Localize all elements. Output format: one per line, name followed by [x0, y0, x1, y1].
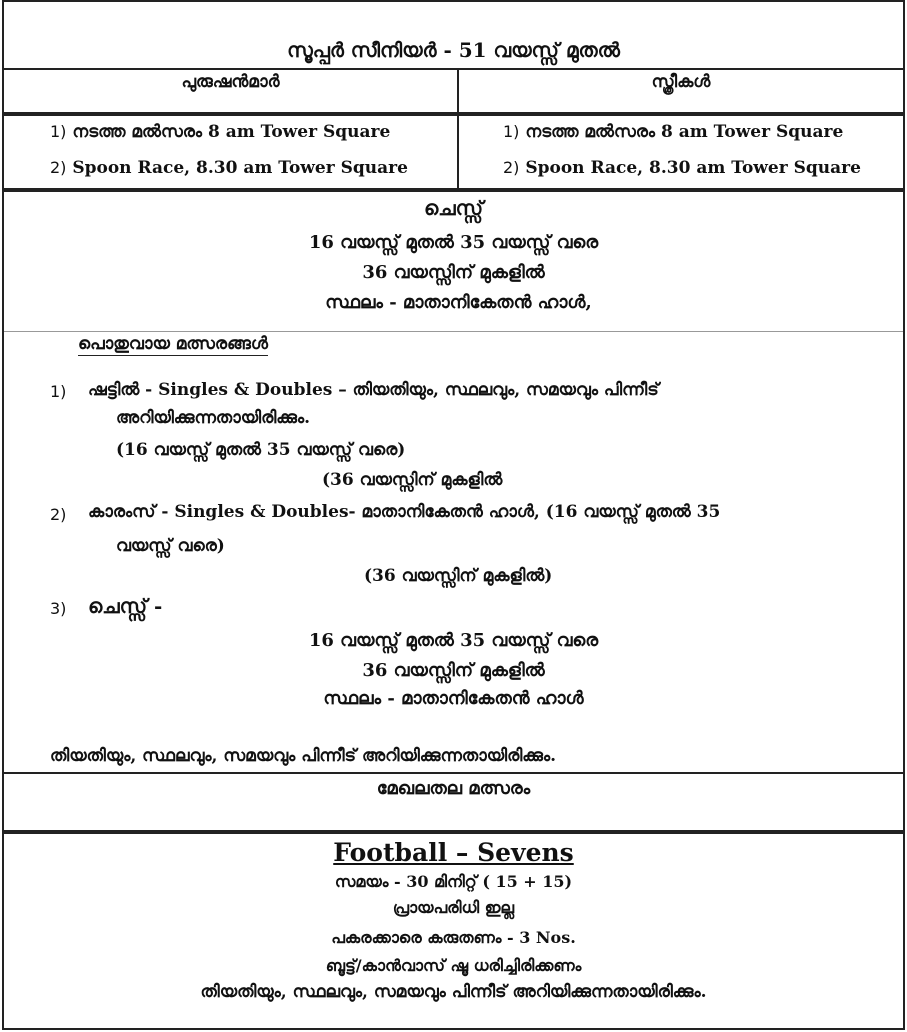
football-title: Football – Sevens — [333, 838, 574, 867]
women-header-cell — [457, 68, 905, 114]
chess-title: ചെസ്സ് — [423, 196, 484, 220]
football-section — [2, 832, 905, 1030]
men-event-2: 2) Spoon Race, 8.30 am Tower Square — [50, 158, 408, 178]
chess-age-above: 36 വയസ്സിന് മുകളിൽ — [362, 262, 545, 283]
chess-venue: സ്ഥലം - മാതാനികേതൻ ഹാൾ, — [325, 292, 592, 313]
common-item-2-age-above: (36 വയസ്സിന് മുകളിൽ) — [364, 566, 553, 586]
women-header: സ്ത്രീകൾ — [651, 72, 711, 92]
section-divider — [4, 331, 903, 332]
football-footer-note: തിയതിയും, സ്ഥലവും, സമയവും പിന്നീട് അറിയിക്കുന്നതായിരിക്കും. — [200, 982, 707, 1002]
football-duration: സമയം - 30 മിനിറ്റ് ( 15 + 15) — [334, 872, 573, 891]
women-events-cell — [457, 114, 905, 190]
common-footer-note: തിയതിയും, സ്ഥലവും, സമയവും പിന്നീട് അറിയിക്കുന്നതായിരിക്കും. — [50, 746, 557, 766]
football-age-limit: പ്രായപരിധി ഇല്ല — [392, 898, 515, 917]
zonal-section — [2, 772, 905, 832]
common-item-1-age-range: (16 വയസ്സ് മുതൽ 35 വയസ്സ് വരെ) — [116, 440, 406, 460]
common-item-1-text-cont: അറിയിക്കുന്നതായിരിക്കും. — [116, 408, 311, 428]
common-item-2-number: 2) — [50, 505, 67, 524]
common-item-3-number: 3) — [50, 599, 67, 618]
common-item-3-text: ചെസ്സ് - — [88, 594, 163, 618]
common-item-3-age-above: 36 വയസ്സിന് മുകളിൽ — [362, 660, 545, 681]
men-header-cell — [2, 68, 459, 114]
women-event-2: 2) Spoon Race, 8.30 am Tower Square — [503, 158, 861, 178]
chess-and-common-section — [2, 190, 905, 774]
common-item-3-venue: സ്ഥലം - മാതാനികേതൻ ഹാൾ — [323, 688, 584, 709]
common-events-heading: പൊതുവായ മത്സരങ്ങൾ — [78, 334, 268, 354]
common-item-1-age-above: (36 വയസ്സിന് മുകളിൽ — [322, 470, 503, 490]
women-event-1: 1) നടത്ത മൽസരം 8 am Tower Square — [503, 122, 844, 142]
common-item-2-text-cont: വയസ്സ് വരെ) — [116, 536, 225, 556]
football-substitutes: പകരക്കാരെ കരുതണം - 3 Nos. — [331, 928, 576, 947]
common-item-1-number: 1) — [50, 382, 67, 401]
common-item-1-text: ഷട്ടിൽ - Singles & Doubles – തിയതിയും, സ്ഥലവും, സമയവും പിന്നീട് — [88, 380, 659, 400]
zonal-title: മേഖലതല മത്സരം — [376, 778, 531, 799]
football-footwear: ബൂട്ട്/കാൻവാസ് ഷൂ ധരിച്ചിരിക്കണം — [325, 956, 582, 975]
men-events-cell — [2, 114, 459, 190]
men-event-1: 1) നടത്ത മൽസരം 8 am Tower Square — [50, 122, 391, 142]
super-senior-title: സൂപ്പർ സീനിയർ - 51 വയസ്സ് മുതൽ — [287, 38, 620, 62]
chess-age-range: 16 വയസ്സ് മുതൽ 35 വയസ്സ് വരെ — [308, 232, 599, 253]
men-header: പുരുഷൻമാർ — [181, 72, 280, 92]
common-item-3-age-range: 16 വയസ്സ് മുതൽ 35 വയസ്സ് വരെ — [308, 630, 599, 651]
super-senior-title-cell — [2, 0, 905, 70]
common-item-2-text: കാരംസ് - Singles & Doubles- മാതാനികേതൻ ഹാൾ, (16 വയസ്സ് മുതൽ 35 — [88, 502, 721, 522]
